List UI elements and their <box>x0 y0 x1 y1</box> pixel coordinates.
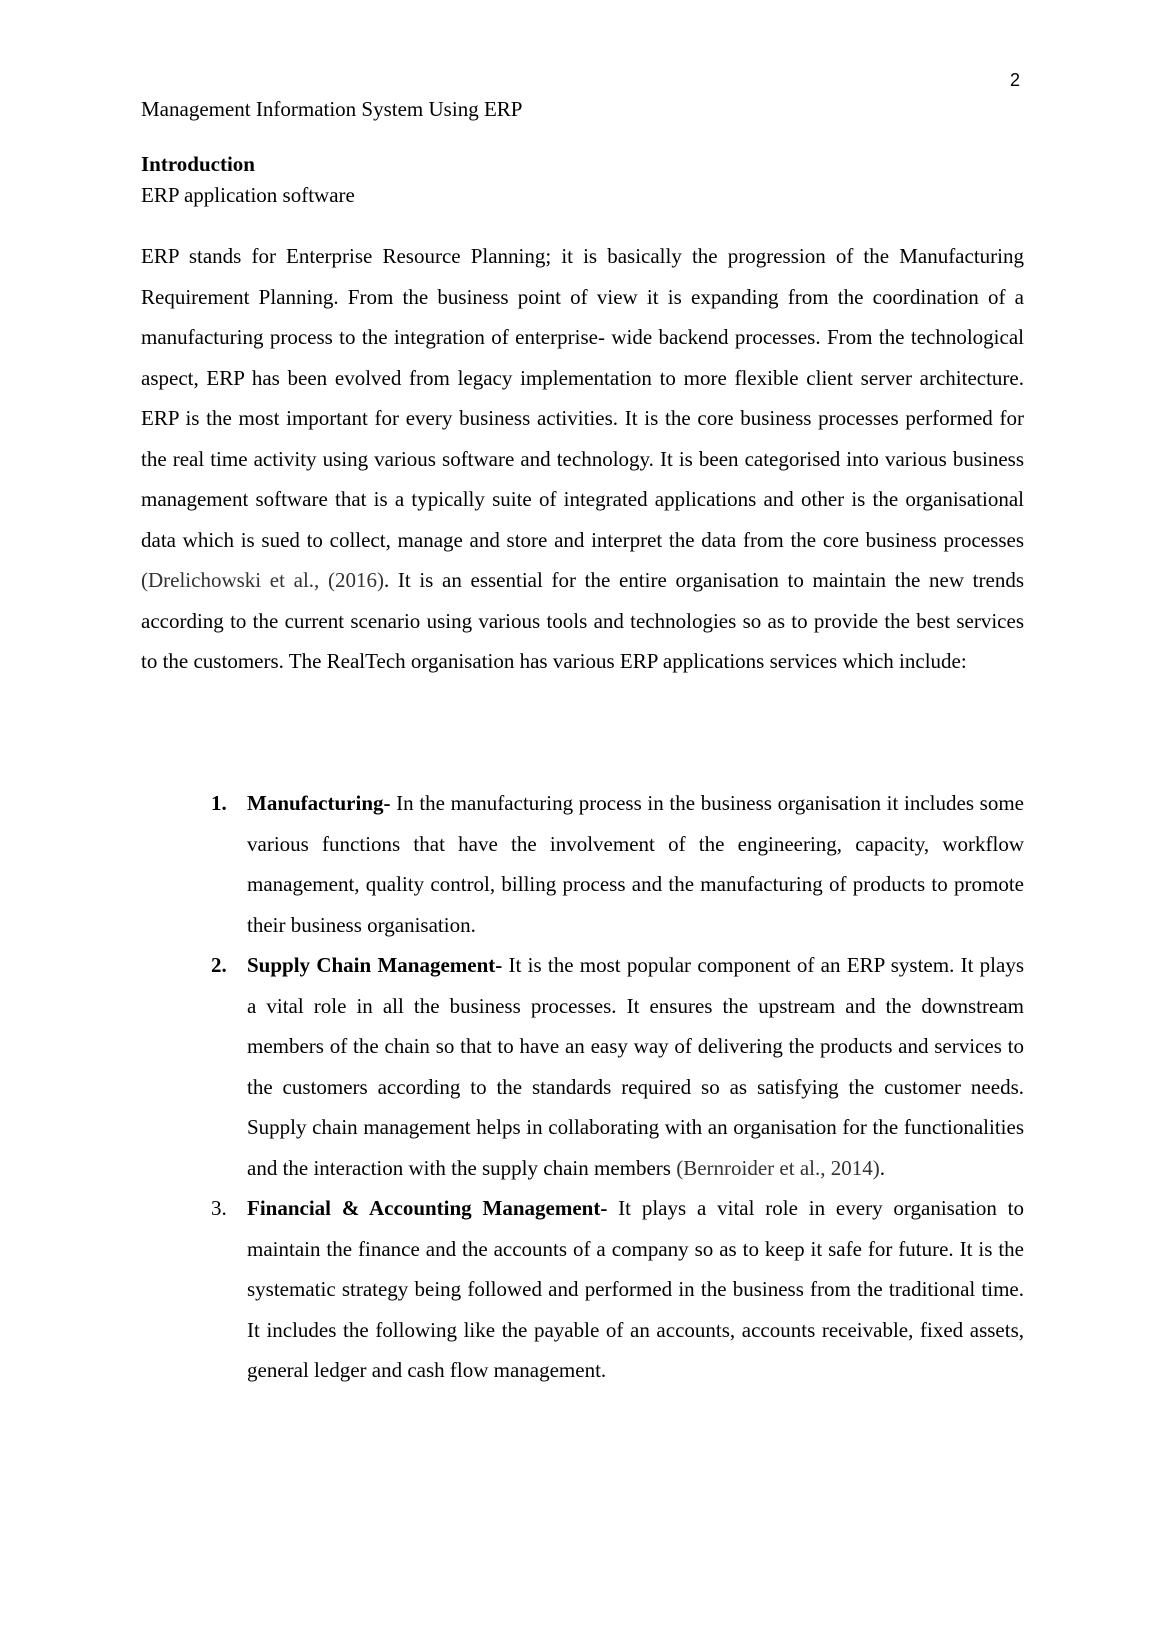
list-number: 1. <box>211 791 227 815</box>
list-item-text: It is the most popular component of an ERP system. It plays a vital role in all the business processes. It ensures the upstream and the downstream members of the chain so that to have an easy way of delivering the products and services to the customers according to the standards required so as satisfying the customer needs. Supply chain management helps in collaborating with an organisation for the functionalities and the interaction with the supply chain members <box>247 953 1025 1180</box>
running-title: Management Information System Using ERP <box>141 97 523 121</box>
list-item-financial <box>141 1188 1024 1391</box>
list-item-citation: (Bernroider et al., 2014) <box>676 1155 880 1180</box>
page-number: 2 <box>1010 70 1021 90</box>
list-item-text-end: . <box>879 1155 885 1180</box>
section-subheading: ERP application software <box>141 183 355 207</box>
intro-text-end: . It is an essential for the entire organisation to maintain the new trends according to the current scenario using various tools and technologies so as to provide the best services to the customers. The RealTech organisation has various ERP applications services which include: <box>141 568 1024 673</box>
list-item-supply-chain <box>141 945 1024 1188</box>
list-item-text: It plays a vital role in every organisation to maintain the finance and the accounts of a company so as to keep it safe for future. It is the systematic strategy being followed and performed in the business from the traditional time. It includes the following like the payable of an accounts, accounts receivable, fixed assets, general ledger and cash flow management. <box>247 1196 1024 1382</box>
list-number: 3. <box>211 1196 227 1220</box>
section-heading: Introduction <box>141 152 255 176</box>
list-number: 2. <box>211 953 227 977</box>
list-item-title: Financial & Accounting Management- <box>247 1196 608 1220</box>
services-list <box>141 783 1024 1391</box>
list-item-title: Manufacturing- <box>247 791 391 815</box>
intro-citation: (Drelichowski et al., (2016) <box>141 568 384 592</box>
intro-text: ERP stands for Enterprise Resource Planning; it is basically the progression of the Manufacturing Requirement Planning. From the business point of view it is expanding from the coordination of a manufacturing process to the integration of enterprise- wide backend processes. From the technological aspect, ERP has been evolved from legacy implementation to more flexible client server architecture. ERP is the most important for every business activities. It is the core business processes performed for the real time activity using various software and technology. It is been categorised into various business management software that is a typically suite of integrated applications and other is the organisational data which is sued to collect, manage and store and interpret the data from the core business processes <box>141 244 1024 552</box>
list-item-title: Supply Chain Management- <box>247 953 503 977</box>
list-item-text: In the manufacturing process in the business organisation it includes some various functions that have the involvement of the engineering, capacity, workflow management, quality control, billing process and the manufacturing of products to promote their business organisation. <box>247 791 1024 937</box>
list-item-manufacturing <box>141 783 1024 945</box>
intro-paragraph <box>141 236 1024 682</box>
